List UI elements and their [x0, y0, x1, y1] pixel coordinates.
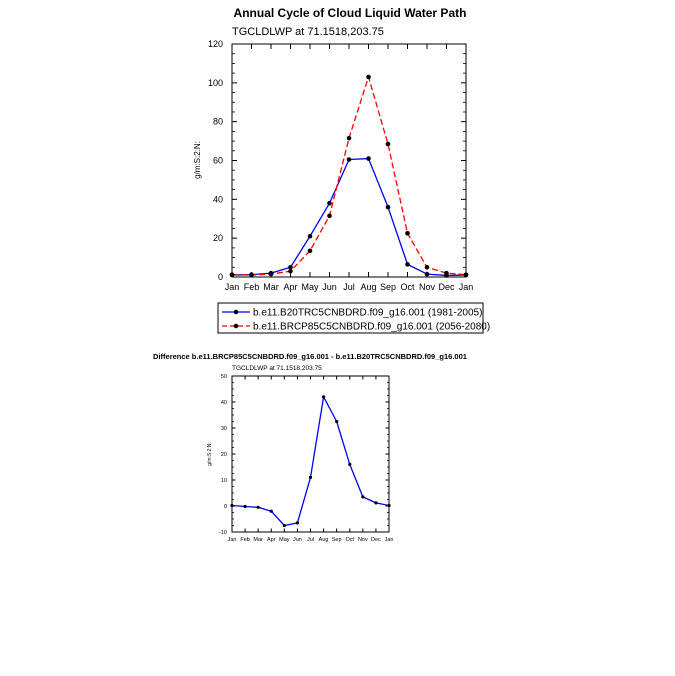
chart2-y-tick-label: -10	[219, 530, 227, 536]
chart2-plot-area	[219, 374, 393, 543]
chart1-x-tick-label: Jan	[458, 282, 474, 292]
chart2-series-1-point	[283, 524, 286, 527]
chart1-series-2-line	[232, 77, 466, 275]
chart1-series-1-point	[347, 157, 352, 162]
chart1-x-tick-label: Feb	[243, 282, 260, 292]
chart2-series-1-point	[230, 504, 233, 507]
chart1-y-tick-label: 40	[212, 194, 223, 205]
chart1-y-tick-label: 0	[217, 272, 223, 282]
chart2-frame	[232, 376, 389, 532]
chart1-series-2-point	[405, 231, 410, 236]
chart2-y-tick-label: 50	[220, 374, 227, 380]
chart1-x-tick-label: Apr	[283, 282, 298, 292]
chart2-series-1-point	[361, 495, 364, 498]
chart2-series-1-point	[322, 395, 325, 398]
chart2-x-tick-label: Mar	[253, 537, 263, 543]
chart2-x-tick-label: May	[279, 537, 290, 543]
chart1-legend-label-series1: b.e11.B20TRC5CNBDRD.f09_g16.001 (1981-2005)	[253, 307, 483, 319]
chart1-x-tick-label: Jul	[343, 282, 355, 292]
chart2-x-tick-label: Jul	[306, 537, 315, 543]
chart2-subtitle: TGCLDLWP at 71.1518,203.75	[232, 365, 322, 372]
chart2-series-1-point	[387, 504, 390, 507]
chart2-title: Difference b.e11.BRCP85C5CNBDRD.f09_g16.001 - b.e11.B20TRC5CNBDRD.f09_g16.001	[153, 352, 467, 361]
chart1-series-1-point	[308, 234, 313, 239]
chart2-x-tick-label: Sep	[331, 537, 342, 543]
chart1-y-tick-label: 20	[212, 233, 223, 244]
chart1-x-tick-label: Aug	[360, 282, 377, 292]
chart1-subtitle: TGCLDLWP at 71.1518,203.75	[232, 26, 384, 38]
chart1-x-tick-label: Sep	[379, 282, 397, 292]
chart2-y-tick-label: 0	[223, 504, 227, 510]
chart2-series-1-point	[296, 521, 299, 524]
chart1-x-tick-label: May	[301, 282, 319, 292]
chart1-series-1-point	[327, 201, 332, 206]
chart1-legend-marker-series2	[234, 324, 239, 329]
chart1-series-2-point	[288, 269, 293, 274]
chart1-series-2-point	[230, 272, 235, 277]
chart1-series-2-point	[386, 142, 391, 147]
chart1-series-2-point	[444, 271, 449, 276]
chart2-x-tick-label: Feb	[240, 537, 250, 543]
chart1-y-tick-label: 60	[212, 155, 223, 166]
chart2-series-1-point	[257, 506, 260, 509]
chart2-y-tick-label: 10	[220, 478, 227, 484]
chart2-series-1-point	[348, 463, 351, 466]
chart2-x-tick-label: Jan	[384, 537, 394, 543]
chart2-series-1-point	[335, 420, 338, 423]
chart1-legend	[218, 303, 490, 333]
chart2-y-tick-label: 20	[220, 452, 227, 458]
chart1-x-tick-label: Nov	[418, 282, 436, 292]
chart1-series-2-point	[366, 75, 371, 80]
chart1-plot-area	[208, 39, 473, 292]
chart1-series-2-point	[464, 272, 469, 277]
chart2-series-1-line	[232, 397, 389, 526]
chart1-x-tick-label: Jan	[224, 282, 240, 292]
chart1-legend-marker-series1	[234, 310, 239, 315]
chart1-series-2-point	[308, 248, 313, 253]
chart1-x-tick-label: Dec	[438, 282, 455, 292]
chart2-series-1-point	[374, 501, 377, 504]
chart2-y-axis-label: g/m:S:2:N:	[207, 442, 213, 466]
chart1-series-2-point	[269, 272, 274, 277]
chart2-x-tick-label: Jun	[292, 537, 302, 543]
chart2-x-tick-label: Oct	[345, 537, 355, 543]
chart1-y-tick-label: 80	[212, 116, 223, 127]
chart1-y-tick-label: 120	[207, 39, 223, 49]
chart2-y-tick-label: 40	[220, 400, 227, 406]
chart1-series-2-point	[347, 136, 352, 141]
chart2-x-tick-label: Jan	[227, 537, 237, 543]
chart2-x-tick-label: Apr	[266, 537, 276, 543]
chart2-series-1-point	[243, 505, 246, 508]
chart2-y-tick-label: 30	[220, 426, 227, 432]
chart1-series-1-point	[405, 262, 410, 267]
chart2-series-1-point	[309, 476, 312, 479]
chart1-series-1-point	[386, 205, 391, 210]
chart2-x-tick-label: Dec	[371, 537, 381, 543]
chart1-series-1-point	[425, 272, 430, 277]
chart1-series-2-point	[327, 214, 332, 219]
chart1-x-tick-label: Oct	[400, 282, 415, 292]
chart2-series-1-point	[270, 510, 273, 513]
chart1-y-axis-label: g/m:S:2:N:	[193, 141, 202, 179]
chart2-x-tick-label: Nov	[357, 537, 368, 543]
chart1-y-tick-label: 100	[207, 77, 223, 88]
chart1-x-tick-label: Jun	[322, 282, 337, 292]
chart1-series-1-line	[232, 159, 466, 276]
chart1-series-2-point	[425, 265, 430, 270]
chart1-x-tick-label: Mar	[263, 282, 279, 292]
chart1-legend-label-series2: b.e11.BRCP85C5CNBDRD.f09_g16.001 (2056-2080)	[253, 321, 491, 333]
chart2-x-tick-label: Aug	[318, 537, 329, 543]
chart1-series-1-point	[366, 156, 371, 161]
chart1-series-2-point	[249, 273, 254, 278]
chart1-title: Annual Cycle of Cloud Liquid Water Path	[233, 6, 467, 20]
